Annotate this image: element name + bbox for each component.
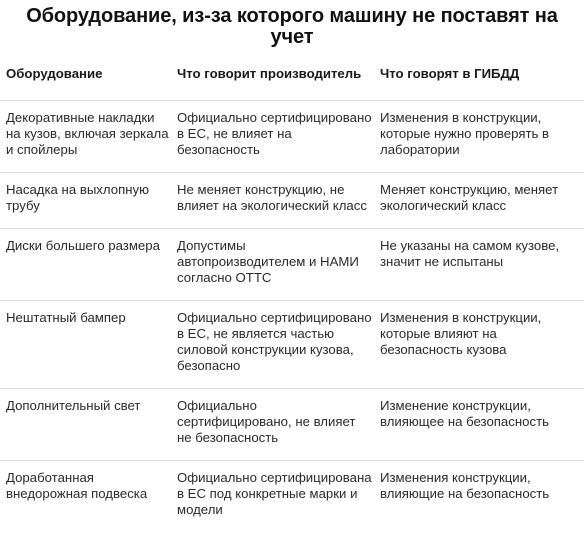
table-row xyxy=(0,229,584,301)
cell-manufacturer: Не меняет конструкцию, не влияет на экологический класс xyxy=(174,173,376,229)
cell-manufacturer: Официально сертифицировано в ЕС, не является частью силовой конструкции кузова, безопасно xyxy=(174,301,376,389)
cell-manufacturer: Допустимы автопроизводителем и НАМИ согласно ОТТС xyxy=(174,229,376,301)
table-row xyxy=(0,389,584,461)
table-header-row xyxy=(0,56,584,101)
cell-equipment: Декоративные накладки на кузов, включая зеркала и спойлеры xyxy=(0,101,174,173)
header-gibdd: Что говорят в ГИБДД xyxy=(376,56,584,101)
cell-equipment: Насадка на выхлопную трубу xyxy=(0,173,174,229)
cell-gibdd: Изменение конструкции, влияющее на безопасность xyxy=(376,389,584,461)
table-row xyxy=(0,301,584,389)
table-row xyxy=(0,461,584,533)
cell-equipment: Диски большего размера xyxy=(0,229,174,301)
cell-manufacturer: Официально сертифицировано в ЕС, не влияет на безопасность xyxy=(174,101,376,173)
cell-gibdd: Изменения в конструкции, которые влияют на безопасность кузова xyxy=(376,301,584,389)
page-title: Оборудование, из-за которого машину не поставят на учет xyxy=(26,5,558,48)
cell-gibdd: Меняет конструкцию, меняет экологический класс xyxy=(376,173,584,229)
header-manufacturer: Что говорит производитель xyxy=(174,56,376,101)
table-row xyxy=(0,173,584,229)
cell-equipment: Дополнительный свет xyxy=(0,389,174,461)
cell-equipment: Доработанная внедорожная подвеска xyxy=(6,470,148,501)
table-row xyxy=(0,101,584,173)
cell-gibdd: Не указаны на самом кузове, значит не испытаны xyxy=(376,229,584,301)
cell-equipment: Нештатный бампер xyxy=(0,301,174,389)
cell-gibdd: Изменения конструкции, влияющие на безопасность xyxy=(380,470,550,501)
equipment-table xyxy=(0,56,584,532)
header-equipment: Оборудование xyxy=(0,56,174,101)
cell-manufacturer: Официально сертифицировано, не влияет не безопасность xyxy=(174,389,376,461)
cell-manufacturer: Официально сертифицирована в ЕС под конкретные марки и модели xyxy=(177,470,372,517)
cell-gibdd: Изменения в конструкции, которые нужно проверять в лаборатории xyxy=(376,101,584,173)
